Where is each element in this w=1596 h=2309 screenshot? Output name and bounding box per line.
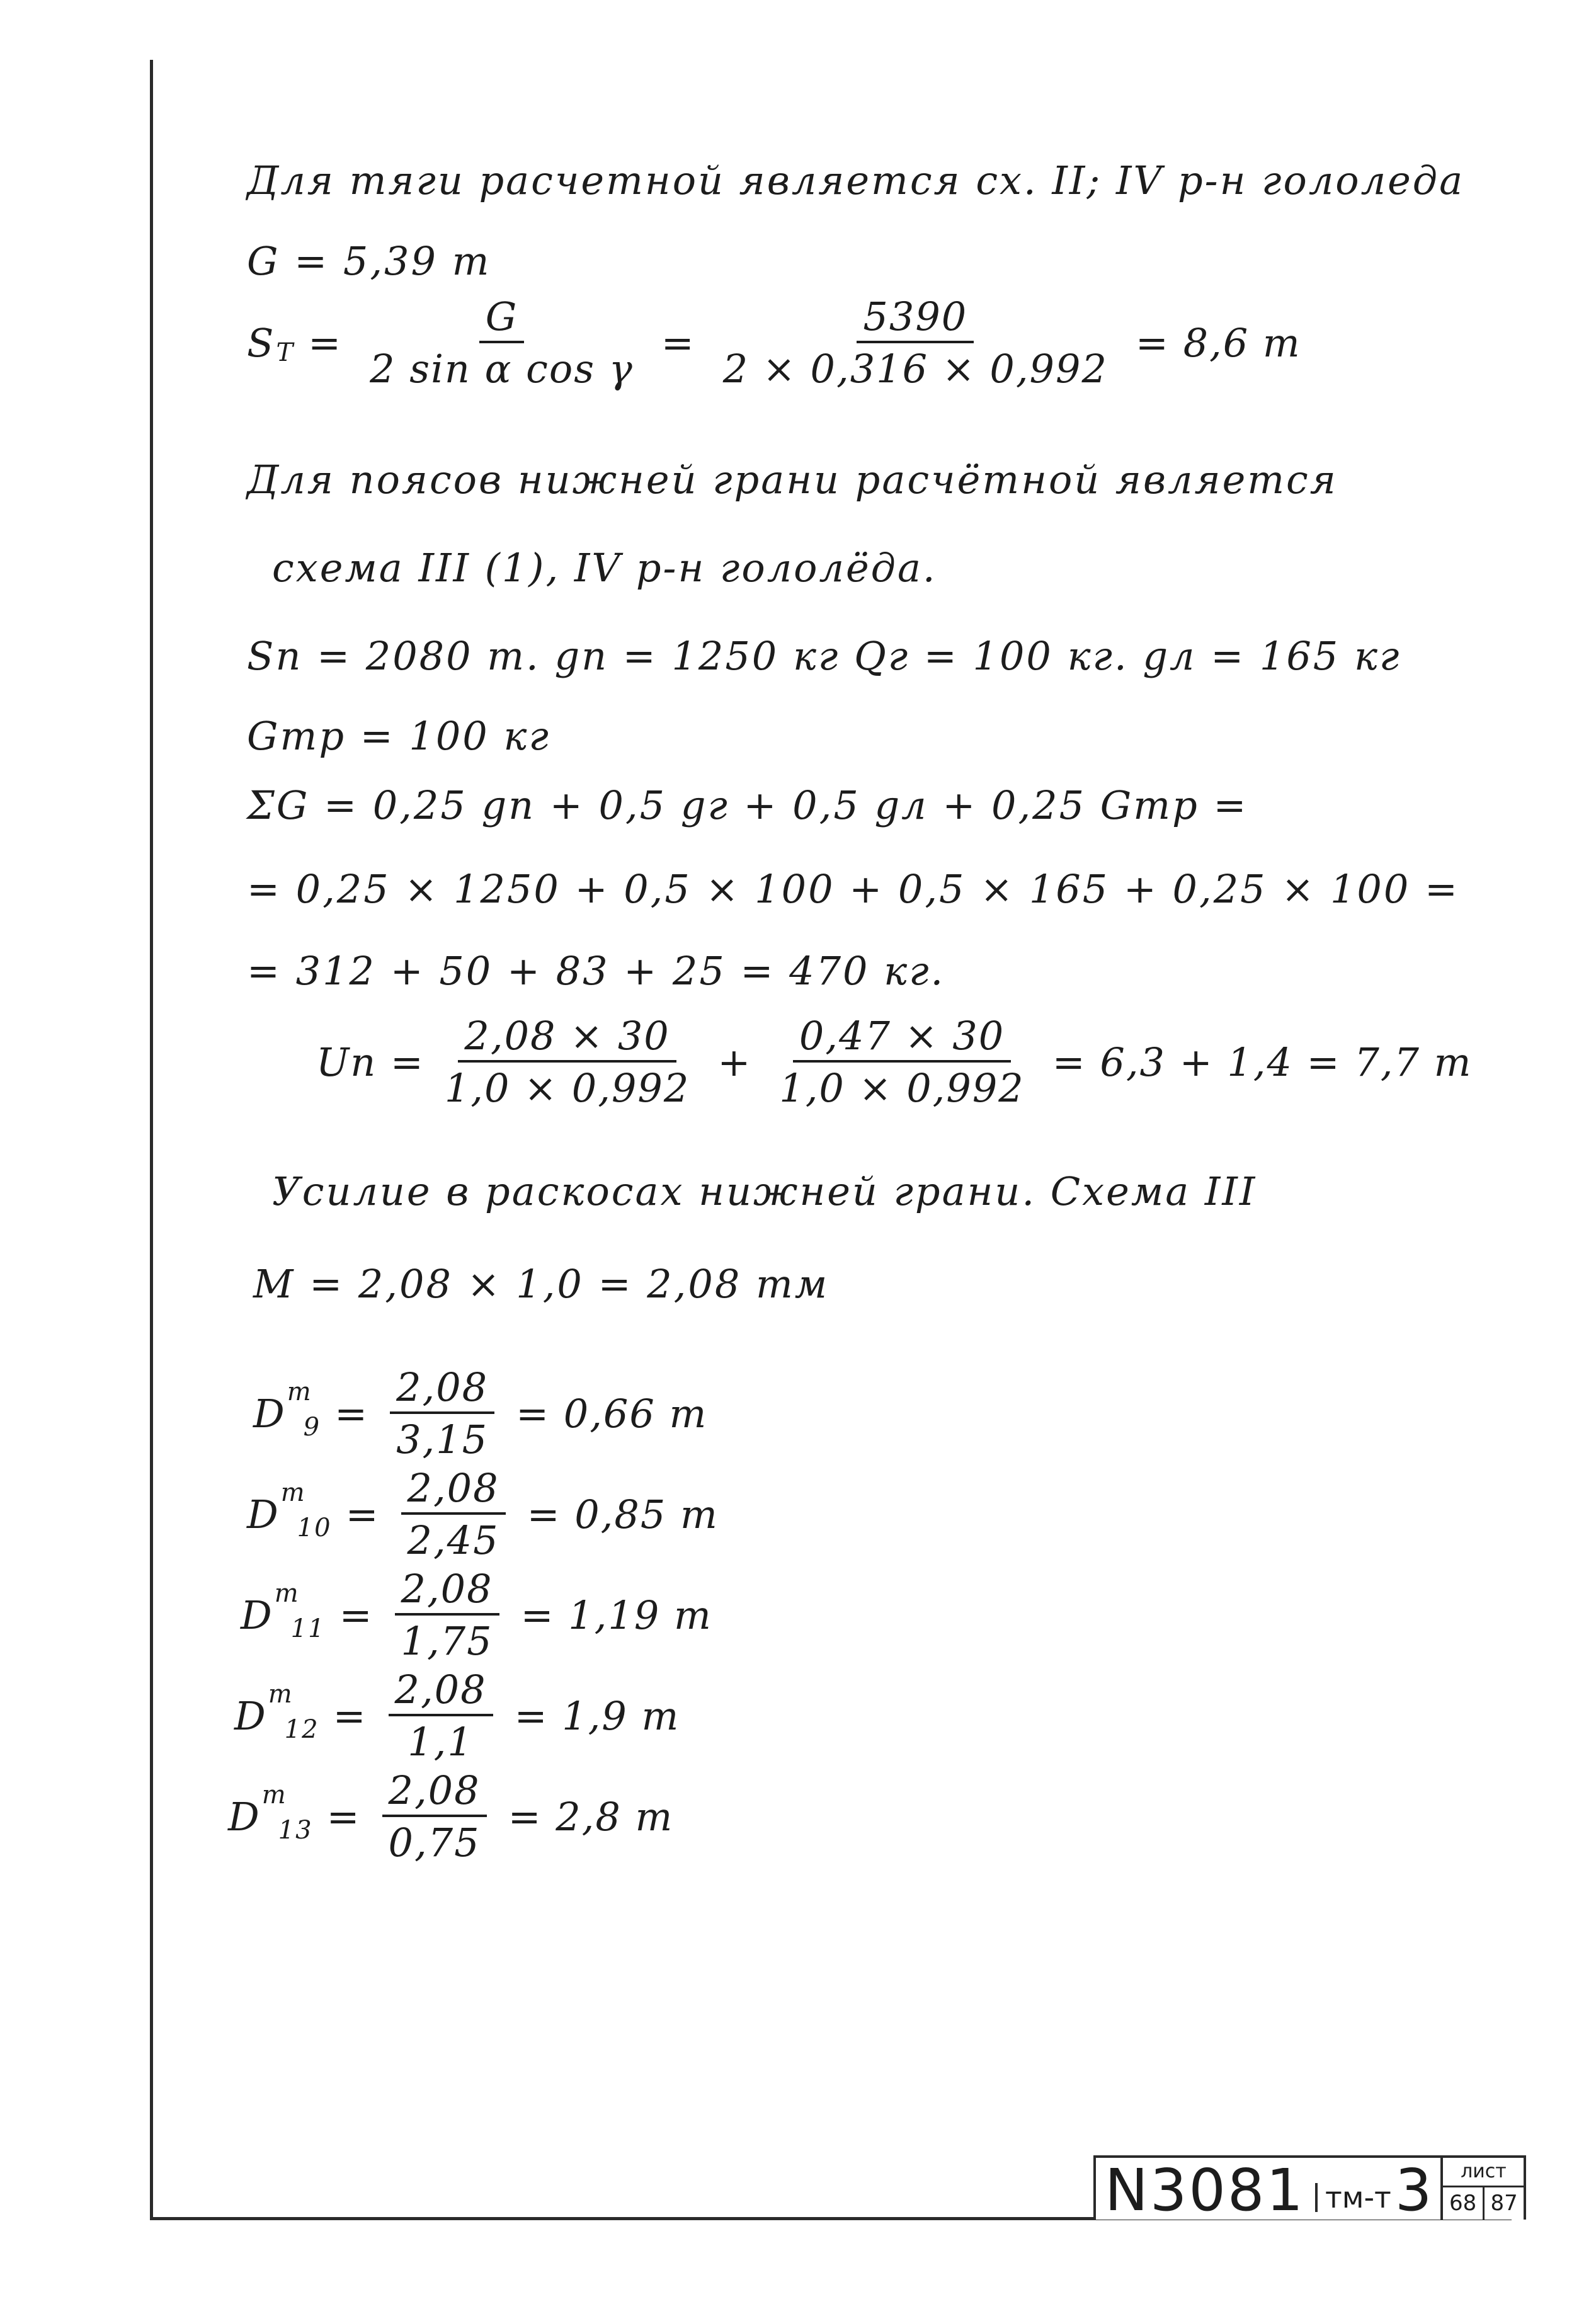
un-f1-numerator: 2,08 × 30 [458, 1015, 676, 1063]
diagonal-label: D [247, 1491, 280, 1537]
st-f2-numerator: 5390 [857, 296, 974, 343]
st-fraction-2 [717, 294, 1114, 392]
diagonal-row [247, 1465, 726, 1564]
stamp-sheet-total: 87 [1483, 2187, 1524, 2220]
sum-line-2: = 0,25 × 1250 + 0,5 × 100 + 0,5 × 165 + 0,25 × 100 = [247, 866, 1459, 912]
un-result: = 6,3 + 1,4 = 7,7 т [1052, 1039, 1473, 1085]
diagonal-numerator: 2,08 [401, 1468, 506, 1515]
moment-line: M = 2,08 × 1,0 = 2,08 тм [253, 1261, 829, 1307]
diagonal-label: D [228, 1793, 261, 1840]
st-lhs: S [247, 319, 275, 366]
st-fraction-1 [363, 294, 640, 392]
diagonal-superscript: т [287, 1377, 312, 1407]
diagonal-row [241, 1566, 720, 1665]
st-equals-1: = [308, 319, 343, 366]
un-fraction-2 [773, 1013, 1030, 1112]
diagonal-result: = 1,9 т [514, 1692, 680, 1739]
diagonal-result: = 0,66 т [516, 1390, 708, 1437]
st-lhs-subscript: T [276, 338, 295, 368]
diagonal-label: D [234, 1692, 267, 1739]
diagonal-label: D [241, 1592, 273, 1638]
diagonal-fraction [401, 1465, 506, 1564]
diagonal-label: D [253, 1390, 286, 1437]
diagonal-row [234, 1667, 687, 1765]
diagonal-fraction [395, 1566, 499, 1665]
para-diagonals: Усилие в раскосах нижней грани. Схема III [272, 1168, 1257, 1214]
diagonal-denominator: 3,15 [396, 1417, 489, 1463]
diagonal-row [228, 1767, 681, 1866]
diagonal-superscript: т [268, 1680, 294, 1709]
diagonal-equals: = [345, 1491, 380, 1537]
diagonal-denominator: 1,1 [408, 1719, 474, 1765]
stamp-number: N3081 [1105, 2157, 1305, 2224]
diagonal-fraction [390, 1364, 494, 1463]
stamp-sheet-no: 68 [1449, 2191, 1477, 2216]
diagonal-subscript: 11 [290, 1614, 326, 1644]
diagonal-superscript: т [261, 1781, 287, 1810]
formula-un [316, 1013, 1479, 1112]
stamp-sheet-label: лист [1443, 2158, 1524, 2187]
para-tie-design: Для тяги расчетной является сх. II; IV р-н гололеда [247, 157, 1465, 203]
diagonal-equals: = [333, 1692, 367, 1739]
diagonal-denominator: 0,75 [388, 1820, 481, 1866]
formula-st [247, 294, 1309, 392]
un-f1-denominator: 1,0 × 0,992 [444, 1065, 690, 1112]
un-fraction-1 [438, 1013, 696, 1112]
un-f2-numerator: 0,47 × 30 [793, 1015, 1011, 1063]
diagonal-result: = 1,19 т [520, 1592, 712, 1638]
frame-left-border [150, 60, 153, 2220]
gtr-line: Gтр = 100 кг [247, 713, 550, 759]
st-f2-denominator: 2 × 0,316 × 0,992 [722, 346, 1108, 392]
st-f1-denominator: 2 sin α cos γ [370, 346, 634, 392]
diagonal-subscript: 13 [278, 1816, 313, 1845]
para-chords-line-1: Для поясов нижней грани расчётной является [247, 457, 1338, 503]
diagonal-numerator: 2,08 [390, 1367, 494, 1414]
diagonal-fraction [389, 1667, 493, 1765]
diagonal-denominator: 2,45 [407, 1517, 499, 1564]
diagonal-numerator: 2,08 [395, 1568, 499, 1616]
sum-line-1: ΣG = 0,25 gп + 0,5 gг + 0,5 gл + 0,25 Gтр = [247, 782, 1248, 828]
diagonal-superscript: т [274, 1579, 300, 1609]
title-block-stamp [1093, 2155, 1526, 2224]
diagonal-equals: = [334, 1390, 369, 1437]
un-plus: + [717, 1039, 752, 1085]
diagonal-denominator: 1,75 [401, 1618, 493, 1665]
diagonal-subscript: 12 [284, 1715, 319, 1745]
para-chords-line-2: схема III (1), IV р-н гололёда. [272, 545, 937, 591]
stamp-code [1096, 2157, 1440, 2224]
stamp-suffix: тм-т [1315, 2183, 1391, 2212]
diagonal-superscript: т [280, 1478, 306, 1508]
stamp-sheet-numbers [1443, 2187, 1524, 2220]
diagonal-numerator: 2,08 [389, 1669, 493, 1716]
diagonal-fraction [382, 1767, 487, 1866]
diagonal-row [253, 1364, 715, 1463]
sum-line-3: = 312 + 50 + 83 + 25 = 470 кг. [247, 948, 945, 994]
st-equals-2: = [661, 319, 695, 366]
diagonal-result: = 0,85 т [527, 1491, 719, 1537]
diagonal-result: = 2,8 т [508, 1793, 674, 1840]
g-value-line: G = 5,39 т [247, 238, 491, 284]
stamp-number-2: 3 [1394, 2157, 1432, 2224]
diagonal-numerator: 2,08 [382, 1770, 487, 1817]
diagonal-subscript: 9 [303, 1413, 321, 1442]
diagonal-subscript: 10 [297, 1514, 332, 1543]
un-lhs: Uп = [316, 1039, 425, 1085]
diagonal-equals: = [326, 1793, 361, 1840]
stamp-sheet-box [1440, 2158, 1524, 2220]
loads-line: Sп = 2080 т. gп = 1250 кг Qг = 100 кг. gл = 165 кг [247, 633, 1401, 679]
diagonal-equals: = [339, 1592, 373, 1638]
st-f1-numerator: G [479, 296, 525, 343]
st-result: = 8,6 т [1135, 319, 1301, 366]
un-f2-denominator: 1,0 × 0,992 [779, 1065, 1025, 1112]
